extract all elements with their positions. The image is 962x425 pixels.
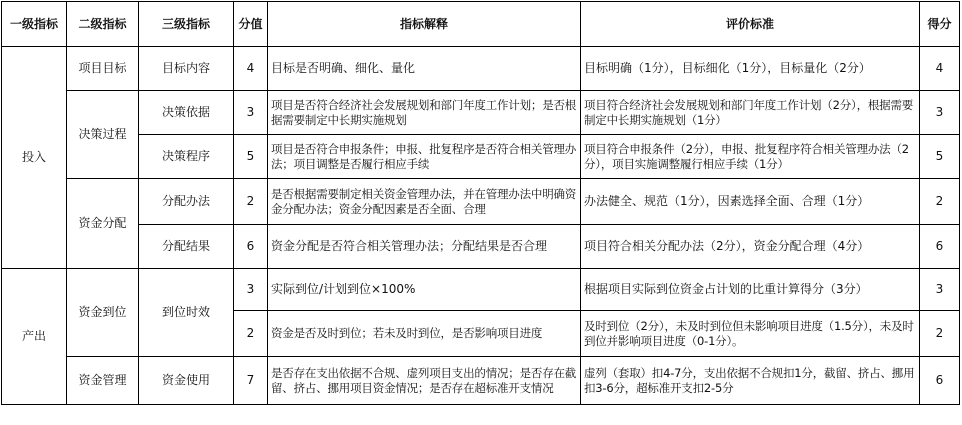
header-row — [2, 2, 960, 47]
header-level1: 一级指标 — [2, 2, 67, 47]
criteria-cell: 项目符合经济社会发展规划和部门年度工作计划（2分），根据需要制定中长期实施规划（1分） — [581, 91, 920, 135]
table-row — [2, 225, 960, 269]
table-row — [2, 135, 960, 179]
got-cell: 5 — [920, 135, 960, 179]
header-level3: 三级指标 — [139, 2, 234, 47]
got-cell: 4 — [920, 47, 960, 91]
level3-cell: 目标内容 — [139, 47, 234, 91]
explanation-cell: 资金分配是否符合相关管理办法；分配结果是否合理 — [268, 225, 581, 269]
header-level2: 二级指标 — [67, 2, 139, 47]
level2-cell: 资金管理 — [67, 357, 139, 405]
table-row — [2, 179, 960, 225]
level3-cell: 分配办法 — [139, 179, 234, 225]
criteria-cell: 目标明确（1分），目标细化（1分），目标量化（2分） — [581, 47, 920, 91]
score-cell: 3 — [234, 269, 268, 311]
criteria-cell: 虚列（套取）扣4-7分，支出依据不合规扣1分，截留、挤占、挪用扣3-6分，超标准开支扣2-5分 — [581, 357, 920, 405]
score-cell: 2 — [234, 179, 268, 225]
level1-cell: 投入 — [2, 47, 67, 269]
explanation-cell: 是否根据需要制定相关资金管理办法，并在管理办法中明确资金分配办法；资金分配因素是否全面、合理 — [268, 179, 581, 225]
score-cell: 6 — [234, 225, 268, 269]
level2-cell: 资金分配 — [67, 179, 139, 269]
header-score: 分值 — [234, 2, 268, 47]
criteria-cell: 根据项目实际到位资金占计划的比重计算得分（3分） — [581, 269, 920, 311]
score-cell: 7 — [234, 357, 268, 405]
explanation-cell: 项目是否符合申报条件；申报、批复程序是否符合相关管理办法；项目调整是否履行相应手续 — [268, 135, 581, 179]
score-cell: 4 — [234, 47, 268, 91]
table-row — [2, 91, 960, 135]
got-cell: 6 — [920, 225, 960, 269]
header-criteria: 评价标准 — [581, 2, 920, 47]
level2-cell: 项目目标 — [67, 47, 139, 91]
criteria-cell: 项目符合申报条件（2分），申报、批复程序符合相关管理办法（2分），项目实施调整履行相应手续（1分） — [581, 135, 920, 179]
got-cell: 6 — [920, 357, 960, 405]
header-explanation: 指标解释 — [268, 2, 581, 47]
explanation-cell: 是否存在支出依据不合规、虚列项目支出的情况；是否存在截留、挤占、挪用项目资金情况；是否存在超标准开支情况 — [268, 357, 581, 405]
evaluation-table — [1, 1, 960, 405]
got-cell: 2 — [920, 311, 960, 357]
level3-cell: 分配结果 — [139, 225, 234, 269]
table-row — [2, 357, 960, 405]
explanation-cell: 项目是否符合经济社会发展规划和部门年度工作计划；是否根据需要制定中长期实施规划 — [268, 91, 581, 135]
got-cell: 3 — [920, 91, 960, 135]
explanation-cell: 资金是否及时到位；若未及时到位，是否影响项目进度 — [268, 311, 581, 357]
level2-cell: 资金到位 — [67, 269, 139, 357]
level3-cell: 决策依据 — [139, 91, 234, 135]
criteria-cell: 及时到位（2分），未及时到位但未影响项目进度（1.5分），未及时到位并影响项目进度（0-1分）。 — [581, 311, 920, 357]
level3-cell: 资金使用 — [139, 357, 234, 405]
level2-cell: 决策过程 — [67, 91, 139, 179]
level3-cell: 到位时效 — [139, 269, 234, 357]
criteria-cell: 项目符合相关分配办法（2分），资金分配合理（4分） — [581, 225, 920, 269]
got-cell: 3 — [920, 269, 960, 311]
level1-cell: 产出 — [2, 269, 67, 405]
table-row — [2, 269, 960, 311]
score-cell: 2 — [234, 311, 268, 357]
criteria-cell: 办法健全、规范（1分），因素选择全面、合理（1分） — [581, 179, 920, 225]
explanation-cell: 目标是否明确、细化、量化 — [268, 47, 581, 91]
table-row — [2, 47, 960, 91]
header-got: 得分 — [920, 2, 960, 47]
level3-cell: 决策程序 — [139, 135, 234, 179]
got-cell: 2 — [920, 179, 960, 225]
score-cell: 5 — [234, 135, 268, 179]
explanation-cell: 实际到位/计划到位×100% — [268, 269, 581, 311]
score-cell: 3 — [234, 91, 268, 135]
